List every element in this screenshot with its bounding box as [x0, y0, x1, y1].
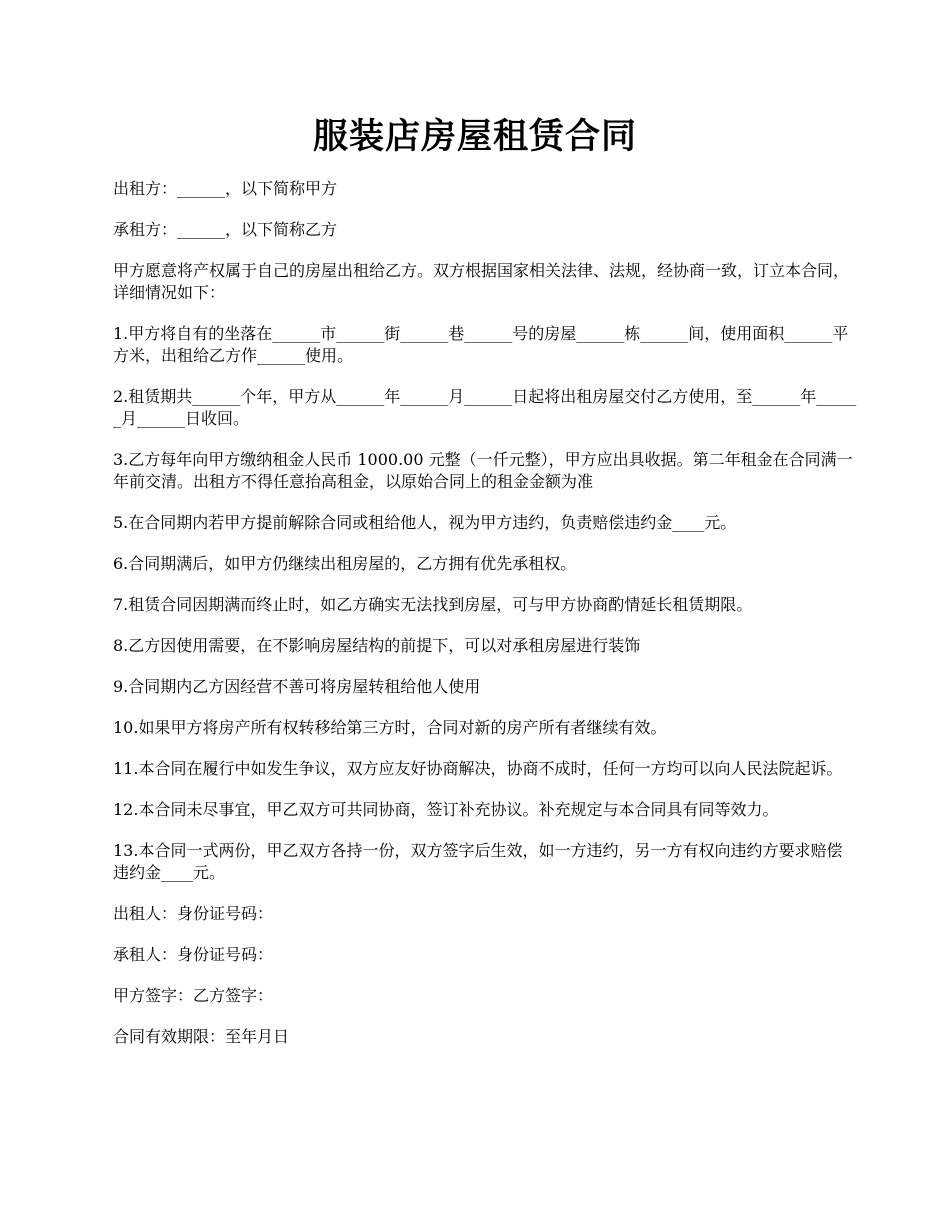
lessee-line: 承租方：______，以下简称乙方: [113, 220, 338, 239]
party-signatures-line: 甲方签字：乙方签字：: [113, 986, 274, 1005]
clause-6: 6.合同期满后，如甲方仍继续出租房屋的，乙方拥有优先承租权。: [113, 554, 577, 573]
clause-11: 11.本合同在履行中如发生争议，双方应友好协商解决，协商不成时，任何一方均可以向人民法院起诉。: [113, 759, 843, 778]
lessor-line: 出租方：______，以下简称甲方: [113, 179, 338, 198]
clause-9: 9.合同期内乙方因经营不善可将房屋转租给他人使用: [113, 677, 481, 696]
clause-10: 10.如果甲方将房产所有权转移给第三方时，合同对新的房产所有者继续有效。: [113, 718, 667, 737]
clause-7: 7.租赁合同因期满而终止时，如乙方确实无法找到房屋，可与甲方协商酌情延长租赁期限。: [113, 595, 753, 614]
clause-13: 13.本合同一式两份，甲乙双方各持一份，双方签字后生效，如一方违约，另一方有权向违约方要求赔偿违约金____元。: [113, 841, 843, 882]
intro-paragraph: 甲方愿意将产权属于自己的房屋出租给乙方。双方根据国家相关法律、法规，经协商一致，订立本合同，详细情况如下：: [113, 261, 850, 302]
clause-3: 3.乙方每年向甲方缴纳租金人民币 1000.00 元整（一仟元整），甲方应出具收据。第二年租金在合同满一年前交清。出租方不得任意抬高租金，以原始合同上的租金金额为准: [113, 450, 853, 491]
clause-12: 12.本合同未尽事宜，甲乙双方可共同协商，签订补充协议。补充规定与本合同具有同等效力。: [113, 800, 779, 819]
lessee-signature-line: 承租人：身份证号码：: [113, 945, 274, 964]
document-body: [113, 178, 858, 1067]
lessor-signature-line: 出租人：身份证号码：: [113, 904, 274, 923]
clause-1: 1.甲方将自有的坐落在______市______街______巷______号的房屋______栋______间，使用面积______平方米，出租给乙方作______使用。: [113, 324, 849, 365]
validity-period-line: 合同有效期限：至年月日: [113, 1027, 290, 1046]
clause-5: 5.在合同期内若甲方提前解除合同或租给他人，视为甲方违约，负责赔偿违约金____元。: [113, 513, 737, 532]
clause-8: 8.乙方因使用需要，在不影响房屋结构的前提下，可以对承租房屋进行装饰: [113, 636, 641, 655]
document-title: 服装店房屋租赁合同: [312, 116, 637, 157]
clause-2: 2.租赁期共______个年，甲方从______年______月______日起将出租房屋交付乙方使用，至______年______月______日收回。: [113, 387, 857, 428]
